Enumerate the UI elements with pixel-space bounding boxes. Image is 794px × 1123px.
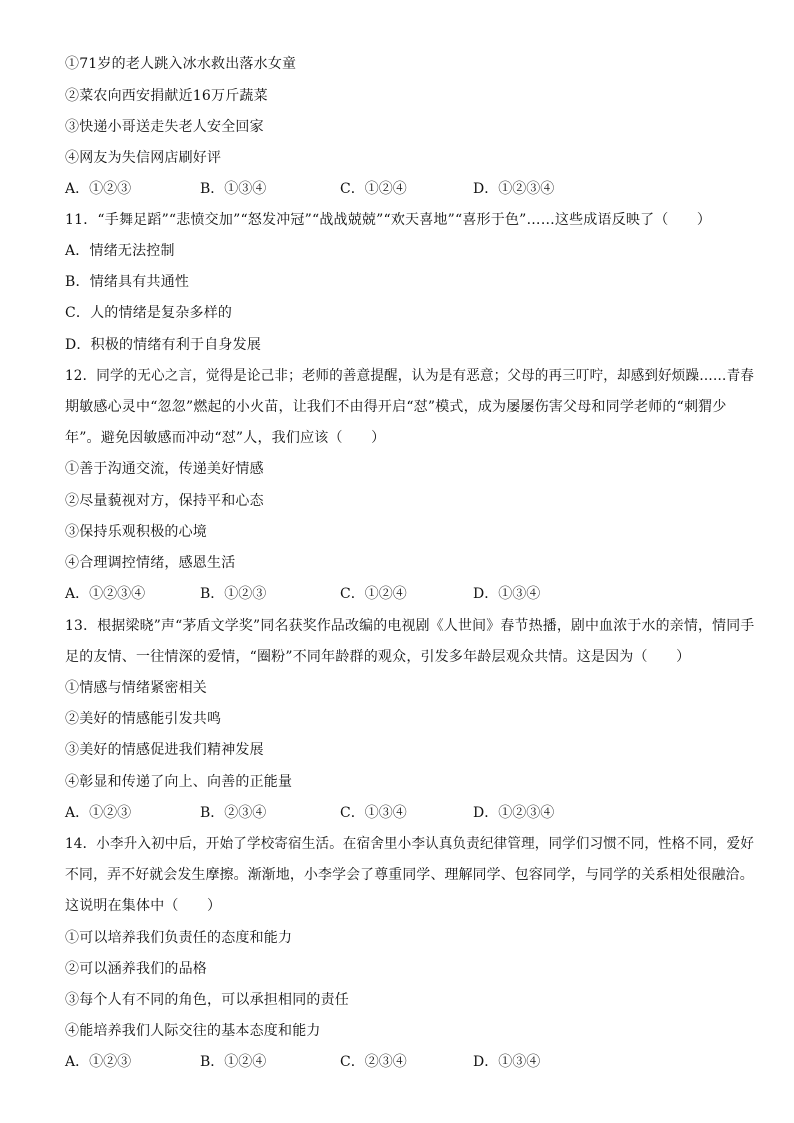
q10-item-1: ①71岁的老人跳入冰水救出落水女童 xyxy=(65,56,297,72)
q14-stem-line-2: 不同，弄不好就会发生摩擦。渐渐地，小李学会了尊重同学、理解同学、包容同学，与同学的关系相处很融洽。 xyxy=(65,867,754,883)
q13-item-3: ③美好的情感促进我们精神发展 xyxy=(65,742,264,758)
q12-item-1: ①善于沟通交流，传递美好情感 xyxy=(65,461,264,477)
q13-item-1: ①情感与情绪紧密相关 xyxy=(65,680,207,696)
q14-item-1: ①可以培养我们负责任的态度和能力 xyxy=(65,930,293,946)
q12-option-d: D．①③④ xyxy=(473,586,541,602)
q13-option-b: B．②③④ xyxy=(200,805,267,821)
q12-item-2: ②尽量藐视对方，保持平和心态 xyxy=(65,493,264,509)
q12-item-3: ③保持乐观积极的心境 xyxy=(65,524,207,540)
q13-stem-line-2: 足的友情、一往情深的爱情，“圈粉”不同年龄群的观众，引发多年龄层观众共情。这是因为（ ） xyxy=(65,649,691,665)
q13-option-a: A．①②③ xyxy=(65,805,132,821)
q14-stem-line-3: 这说明在集体中（ ） xyxy=(65,898,222,914)
q14-stem-line-1: 14．小李升入初中后，开始了学校寄宿生活。在宿舍里小李认真负责纪律管理，同学们习惯不同，性格不同，爱好 xyxy=(65,836,755,852)
q10-item-3: ③快递小哥送走失老人安全回家 xyxy=(65,119,264,135)
q14-option-c: C．②③④ xyxy=(340,1054,407,1070)
q10-option-d: D．①②③④ xyxy=(473,181,555,197)
q14-option-a: A．①②③ xyxy=(65,1054,132,1070)
q14-item-4: ④能培养我们人际交往的基本态度和能力 xyxy=(65,1023,321,1039)
q13-option-c: C．①③④ xyxy=(340,805,407,821)
q12-item-4: ④合理调控情绪，感恩生活 xyxy=(65,555,236,571)
q12-option-b: B．①②③ xyxy=(200,586,267,602)
q11-choice-d: D．积极的情绪有利于自身发展 xyxy=(65,337,262,353)
q10-option-a: A．①②③ xyxy=(65,181,132,197)
q11-choice-c: C．人的情绪是复杂多样的 xyxy=(65,305,233,321)
q12-option-c: C．①②④ xyxy=(340,586,407,602)
q14-option-b: B．①②④ xyxy=(200,1054,267,1070)
q11-choice-a: A．情绪无法控制 xyxy=(65,243,175,259)
q13-item-4: ④彰显和传递了向上、向善的正能量 xyxy=(65,774,293,790)
q14-option-d: D．①③④ xyxy=(473,1054,541,1070)
q13-stem-line-1: 13．根据梁晓”声“茅盾文学奖”同名获奖作品改编的电视剧《人世间》春节热播，剧中血浓于水的亲情，情同手 xyxy=(65,618,755,634)
q12-stem-line-1: 12．同学的无心之言，觉得是论己非；老师的善意提醒，认为是有恶意；父母的再三叮咛，却感到好烦躁……青春 xyxy=(65,368,755,384)
q12-stem-line-3: 年”。避免因敏感而冲动“怼”人，我们应该（ ） xyxy=(65,430,386,446)
q10-option-b: B．①③④ xyxy=(200,181,267,197)
q10-item-2: ②菜农向西安捐献近16万斤蔬菜 xyxy=(65,88,268,104)
q13-item-2: ②美好的情感能引发共鸣 xyxy=(65,711,222,727)
q14-item-3: ③每个人有不同的角色，可以承担相同的责任 xyxy=(65,992,349,1008)
q11-stem: 11．“手舞足蹈”“悲愤交加”“怒发冲冠”“战战兢兢”“欢天喜地”“喜形于色”……这些成语反映了（ ） xyxy=(65,212,712,228)
q12-option-a: A．①②③④ xyxy=(65,586,146,602)
q11-choice-b: B．情绪具有共通性 xyxy=(65,274,190,290)
q12-stem-line-2: 期敏感心灵中“忽忽”燃起的小火苗，让我们不由得开启“怼”模式，成为屡屡伤害父母和同学老师的“刺猬少 xyxy=(65,399,727,415)
q14-item-2: ②可以涵养我们的品格 xyxy=(65,961,207,977)
q10-item-4: ④网友为失信网店刷好评 xyxy=(65,150,222,166)
q13-option-d: D．①②③④ xyxy=(473,805,555,821)
q10-option-c: C．①②④ xyxy=(340,181,407,197)
